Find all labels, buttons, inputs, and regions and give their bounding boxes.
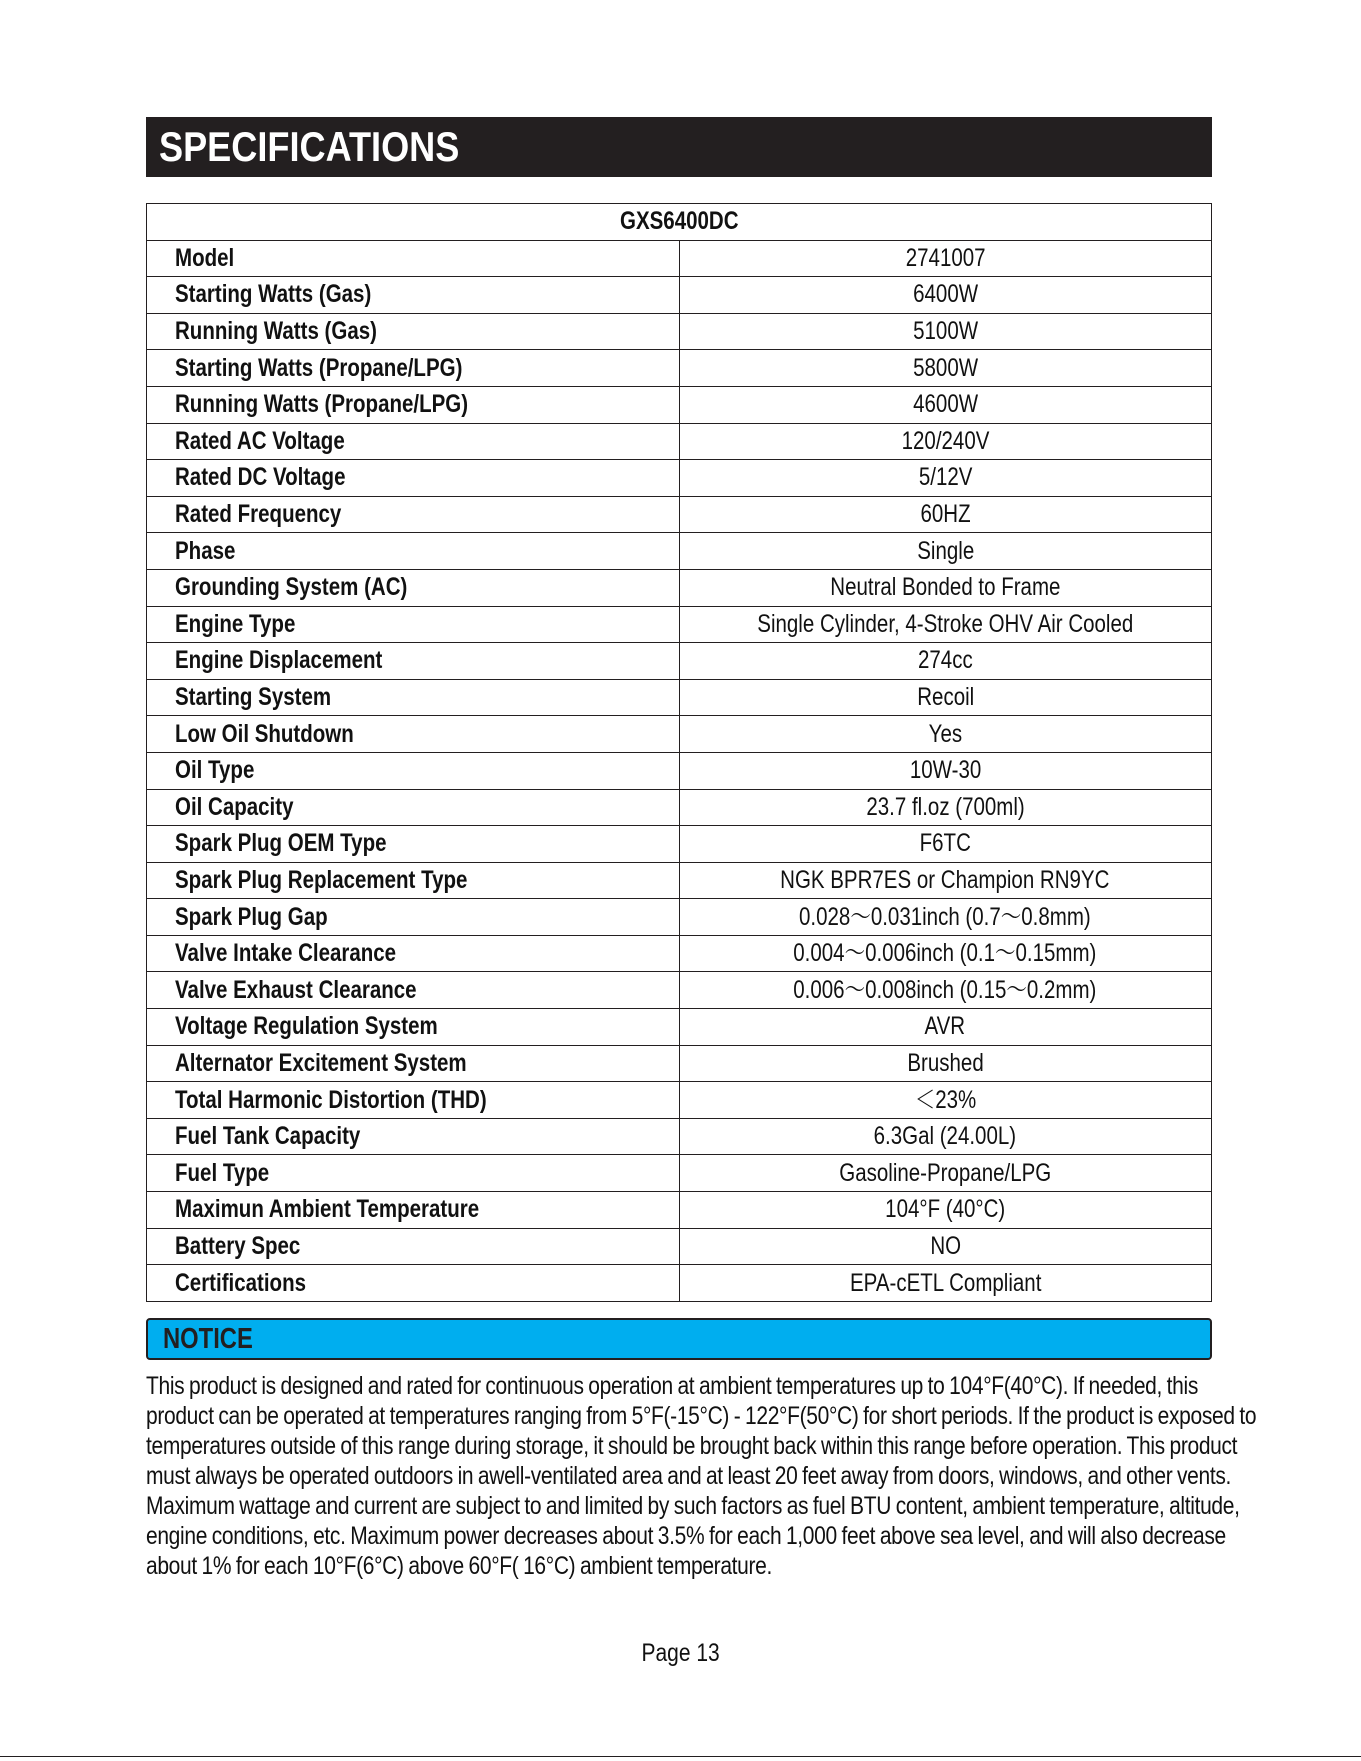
spec-label-cell bbox=[147, 313, 680, 350]
spec-label: Engine Displacement bbox=[175, 646, 383, 675]
spec-label: Valve Exhaust Clearance bbox=[175, 975, 417, 1004]
spec-label-cell bbox=[147, 606, 680, 643]
spec-label: Total Harmonic Distortion (THD) bbox=[175, 1085, 487, 1114]
spec-value: 6.3Gal (24.00L) bbox=[874, 1122, 1017, 1151]
notice-banner bbox=[146, 1318, 1212, 1360]
spec-value: Gasoline-Propane/LPG bbox=[839, 1158, 1052, 1187]
spec-label: Oil Type bbox=[175, 756, 255, 785]
spec-value-cell bbox=[679, 862, 1212, 899]
spec-value-cell bbox=[679, 240, 1212, 277]
notice-title: NOTICE bbox=[163, 1322, 253, 1355]
spec-value: F6TC bbox=[919, 829, 971, 858]
spec-label-cell bbox=[147, 460, 680, 497]
spec-label: Running Watts (Propane/LPG) bbox=[175, 390, 469, 419]
spec-label: Valve Intake Clearance bbox=[175, 939, 397, 968]
spec-label: Model bbox=[175, 243, 235, 272]
spec-value-cell bbox=[679, 899, 1212, 936]
spec-value: Neutral Bonded to Frame bbox=[830, 573, 1061, 602]
spec-label: Spark Plug Replacement Type bbox=[175, 865, 468, 894]
spec-label: Starting System bbox=[175, 683, 332, 712]
spec-value-cell bbox=[679, 423, 1212, 460]
spec-value: 0.006～0.008inch (0.15～0.2mm) bbox=[793, 975, 1097, 1004]
spec-value: 5800W bbox=[912, 353, 978, 382]
spec-value: Single Cylinder, 4-Stroke OHV Air Cooled bbox=[757, 609, 1134, 638]
spec-label: Starting Watts (Propane/LPG) bbox=[175, 353, 463, 382]
spec-label-cell bbox=[147, 752, 680, 789]
spec-label-cell bbox=[147, 350, 680, 387]
spec-label-cell bbox=[147, 1155, 680, 1192]
spec-label-cell bbox=[147, 1118, 680, 1155]
spec-value-cell bbox=[679, 533, 1212, 570]
spec-value-cell bbox=[679, 1045, 1212, 1082]
spec-label: Phase bbox=[175, 536, 236, 565]
notice-paragraph-temperature: This product is designed and rated for continuous operation at ambient temperatures up to 104°F(40°C). If needed, this product can be operated at temperatures ranging from 5°F(-15°C) - 122°F(50°C) for short periods. If the product is exposed to temperatures outside of this range during storage, it should be brought back within this range before operation. This product must always be operated outdoors in awell-ventilated area and at least 20 feet away from doors, windows, and other vents. bbox=[146, 1372, 1257, 1490]
table-row bbox=[147, 569, 1212, 606]
table-row bbox=[147, 277, 1212, 314]
spec-value: 5/12V bbox=[918, 463, 973, 492]
spec-label: Rated Frequency bbox=[175, 500, 342, 529]
table-row bbox=[147, 1192, 1212, 1229]
spec-value: 5100W bbox=[912, 317, 978, 346]
spec-label-cell bbox=[147, 1192, 680, 1229]
bottom-divider bbox=[0, 1756, 1361, 1757]
spec-label: Rated AC Voltage bbox=[175, 426, 345, 455]
table-row bbox=[147, 386, 1212, 423]
table-row bbox=[147, 935, 1212, 972]
spec-value: 104°F (40°C) bbox=[885, 1195, 1006, 1224]
notice-body bbox=[146, 1371, 1257, 1581]
spec-value: AVR bbox=[924, 1012, 966, 1041]
spec-label: Running Watts (Gas) bbox=[175, 317, 377, 346]
spec-label: Low Oil Shutdown bbox=[175, 719, 354, 748]
spec-label: Grounding System (AC) bbox=[175, 573, 408, 602]
spec-value-cell bbox=[679, 1192, 1212, 1229]
spec-value: 2741007 bbox=[905, 243, 986, 272]
table-row bbox=[147, 1265, 1212, 1302]
spec-label: Fuel Type bbox=[175, 1158, 270, 1187]
spec-value: 23.7 fl.oz (700ml) bbox=[866, 792, 1025, 821]
product-model-heading: GXS6400DC bbox=[147, 204, 1212, 241]
spec-value-cell bbox=[679, 716, 1212, 753]
table-row bbox=[147, 240, 1212, 277]
spec-value: 274cc bbox=[917, 646, 973, 675]
spec-label: Spark Plug Gap bbox=[175, 902, 328, 931]
spec-value-cell bbox=[679, 496, 1212, 533]
spec-label-cell bbox=[147, 569, 680, 606]
spec-value: NGK BPR7ES or Champion RN9YC bbox=[780, 865, 1110, 894]
page-footer bbox=[0, 1638, 1361, 1668]
spec-value-cell bbox=[679, 1118, 1212, 1155]
spec-value: 0.028～0.031inch (0.7～0.8mm) bbox=[799, 902, 1092, 931]
spec-value-cell bbox=[679, 569, 1212, 606]
table-row bbox=[147, 1045, 1212, 1082]
spec-label-cell bbox=[147, 1082, 680, 1119]
spec-label: Spark Plug OEM Type bbox=[175, 829, 387, 858]
spec-value-cell bbox=[679, 935, 1212, 972]
spec-value-cell bbox=[679, 679, 1212, 716]
spec-label-cell bbox=[147, 277, 680, 314]
spec-label-cell bbox=[147, 496, 680, 533]
spec-value-cell bbox=[679, 643, 1212, 680]
table-row bbox=[147, 423, 1212, 460]
table-row bbox=[147, 789, 1212, 826]
spec-label: Engine Type bbox=[175, 609, 296, 638]
spec-value-cell bbox=[679, 972, 1212, 1009]
spec-label: Maximun Ambient Temperature bbox=[175, 1195, 480, 1224]
spec-value: 120/240V bbox=[901, 426, 990, 455]
spec-value-cell bbox=[679, 752, 1212, 789]
spec-label-cell bbox=[147, 1228, 680, 1265]
spec-value-cell bbox=[679, 1009, 1212, 1046]
spec-label-cell bbox=[147, 386, 680, 423]
spec-value: 60HZ bbox=[920, 500, 971, 529]
spec-label-cell bbox=[147, 826, 680, 863]
spec-value-cell bbox=[679, 1155, 1212, 1192]
spec-label: Certifications bbox=[175, 1268, 307, 1297]
spec-value: NO bbox=[929, 1231, 961, 1260]
spec-value-cell bbox=[679, 460, 1212, 497]
table-row bbox=[147, 679, 1212, 716]
table-row bbox=[147, 862, 1212, 899]
notice-paragraph-wattage: Maximum wattage and current are subject to and limited by such factors as fuel BTU content, ambient temperature, altitude, engine conditions, etc. Maximum power decreases about 3.5% for each 1,000 feet above sea level, and will also decrease about 1% for each 10°F(6°C) above 60°F( 16°C) ambient temperature. bbox=[146, 1492, 1240, 1580]
spec-label-cell bbox=[147, 862, 680, 899]
spec-value: 10W-30 bbox=[909, 756, 981, 785]
spec-value: Yes bbox=[928, 719, 962, 748]
spec-value-cell bbox=[679, 1228, 1212, 1265]
spec-label-cell bbox=[147, 899, 680, 936]
table-row bbox=[147, 496, 1212, 533]
spec-value-cell bbox=[679, 386, 1212, 423]
spec-label-cell bbox=[147, 423, 680, 460]
page-number: Page 13 bbox=[641, 1639, 720, 1667]
spec-label-cell bbox=[147, 240, 680, 277]
table-row bbox=[147, 752, 1212, 789]
table-row bbox=[147, 1009, 1212, 1046]
table-row bbox=[147, 1155, 1212, 1192]
spec-label: Alternator Excitement System bbox=[175, 1048, 467, 1077]
table-body bbox=[147, 240, 1212, 1301]
spec-value: Recoil bbox=[916, 683, 974, 712]
table-row bbox=[147, 606, 1212, 643]
spec-label-cell bbox=[147, 716, 680, 753]
spec-value: Single bbox=[916, 536, 974, 565]
table-row bbox=[147, 350, 1212, 387]
spec-label: Rated DC Voltage bbox=[175, 463, 346, 492]
table-row bbox=[147, 533, 1212, 570]
section-header bbox=[146, 117, 1212, 177]
spec-value: EPA-cETL Compliant bbox=[849, 1268, 1041, 1297]
table-row bbox=[147, 1082, 1212, 1119]
spec-label-cell bbox=[147, 935, 680, 972]
spec-label-cell bbox=[147, 643, 680, 680]
table-row bbox=[147, 460, 1212, 497]
spec-label-cell bbox=[147, 533, 680, 570]
spec-value-cell bbox=[679, 277, 1212, 314]
page-title: SPECIFICATIONS bbox=[159, 123, 460, 170]
spec-value-cell bbox=[679, 826, 1212, 863]
spec-value-cell bbox=[679, 789, 1212, 826]
table-header-row bbox=[147, 204, 1212, 241]
table-row bbox=[147, 899, 1212, 936]
spec-label: Voltage Regulation System bbox=[175, 1012, 438, 1041]
spec-label: Battery Spec bbox=[175, 1231, 301, 1260]
spec-value: ＜23% bbox=[914, 1085, 977, 1114]
table-row bbox=[147, 972, 1212, 1009]
specifications-table bbox=[146, 203, 1212, 1302]
spec-label-cell bbox=[147, 1009, 680, 1046]
table-row bbox=[147, 313, 1212, 350]
spec-value: 0.004～0.006inch (0.1～0.15mm) bbox=[793, 939, 1097, 968]
spec-value-cell bbox=[679, 350, 1212, 387]
spec-value-cell bbox=[679, 1082, 1212, 1119]
spec-label-cell bbox=[147, 679, 680, 716]
spec-label: Fuel Tank Capacity bbox=[175, 1122, 361, 1151]
spec-value-cell bbox=[679, 313, 1212, 350]
spec-label-cell bbox=[147, 789, 680, 826]
spec-label-cell bbox=[147, 972, 680, 1009]
spec-label-cell bbox=[147, 1045, 680, 1082]
spec-value: 4600W bbox=[912, 390, 978, 419]
spec-value-cell bbox=[679, 606, 1212, 643]
spec-value-cell bbox=[679, 1265, 1212, 1302]
spec-label-cell bbox=[147, 1265, 680, 1302]
spec-value: Brushed bbox=[907, 1048, 984, 1077]
spec-label: Oil Capacity bbox=[175, 792, 294, 821]
table-row bbox=[147, 826, 1212, 863]
table-row bbox=[147, 1228, 1212, 1265]
spec-label: Starting Watts (Gas) bbox=[175, 280, 372, 309]
table-row bbox=[147, 716, 1212, 753]
table-row bbox=[147, 1118, 1212, 1155]
table-row bbox=[147, 643, 1212, 680]
spec-value: 6400W bbox=[912, 280, 978, 309]
